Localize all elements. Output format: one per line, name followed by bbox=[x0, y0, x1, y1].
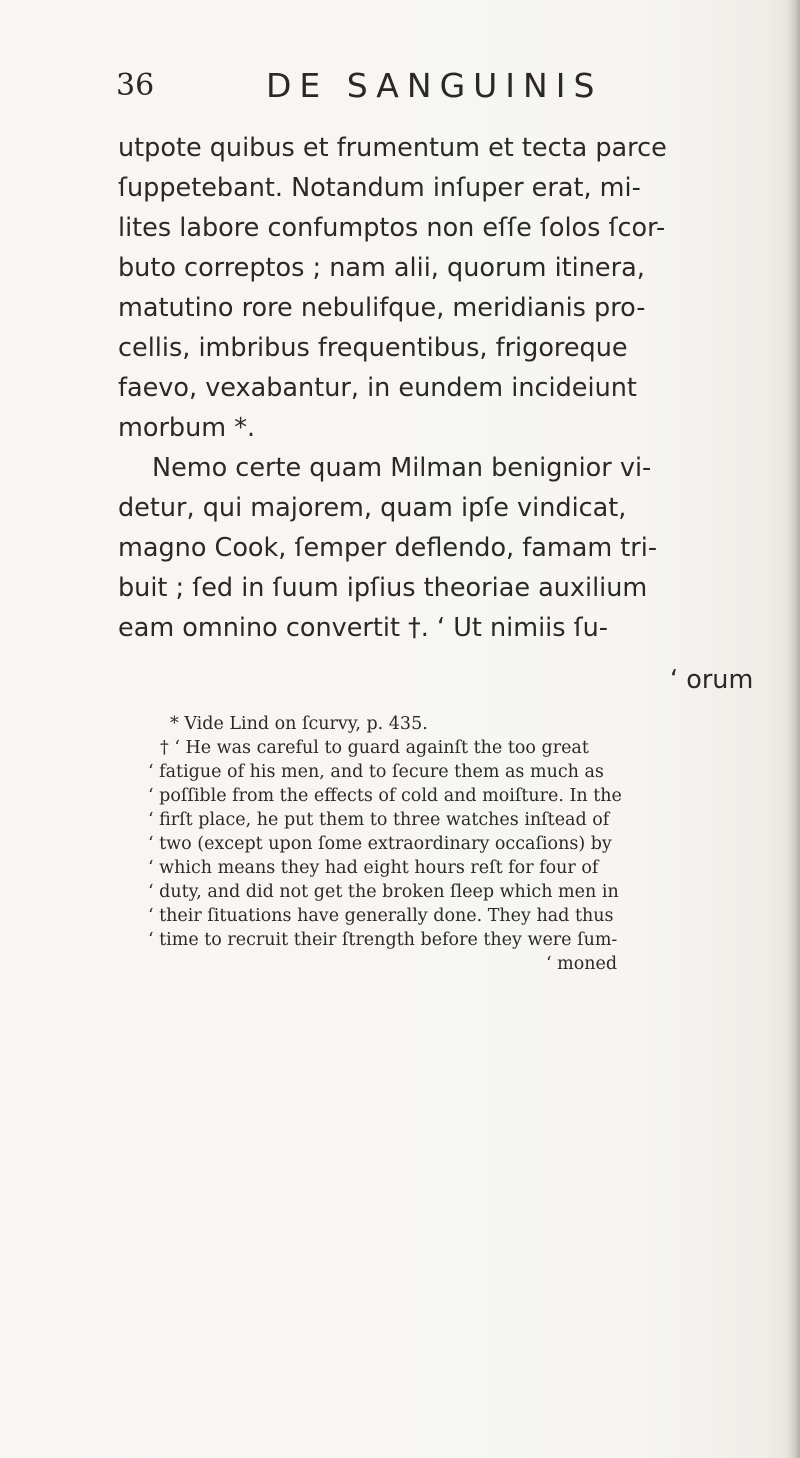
text-line: faevo, vexabantur, in eundem incideiunt bbox=[118, 373, 637, 403]
footnote-line: ‘ firſt place, he put them to three watches inſtead of bbox=[148, 810, 610, 830]
text-line: lites labore confumptos non eſſe ſolos ſcor- bbox=[118, 213, 666, 243]
text-line: morbum *. bbox=[118, 413, 256, 443]
footnote-line: ‘ fatigue of his men, and to ſecure them as much as bbox=[148, 762, 604, 782]
paragraph-start-line: Nemo certe quam Milman benignior vi- bbox=[152, 453, 652, 483]
text-line: cellis, imbribus frequentibus, frigoreque bbox=[118, 333, 628, 363]
text-line: eam omnino convertit †. ‘ Ut nimiis ſu- bbox=[118, 613, 608, 643]
page-number: 36 bbox=[116, 68, 155, 103]
footnote-line: † ‘ He was careful to guard againſt the too great bbox=[160, 738, 589, 758]
text-line: matutino rore nebulifque, meridianis pro- bbox=[118, 293, 646, 323]
text-line: buto correptos ; nam alii, quorum itinera, bbox=[118, 253, 645, 283]
footnote-line: ‘ two (except upon ſome extraordinary occaſions) by bbox=[148, 834, 612, 854]
footnote-line: ‘ time to recruit their ſtrength before they were ſum- bbox=[148, 930, 618, 950]
page-edge-shadow bbox=[786, 0, 800, 1458]
running-head: DE SANGUINIS bbox=[266, 66, 603, 105]
main-text bbox=[118, 128, 752, 648]
footnote-line: * Vide Lind on ſcurvy, p. 435. bbox=[170, 714, 428, 734]
page-header bbox=[116, 66, 706, 114]
footnote-line: ‘ duty, and did not get the broken ſleep which men in bbox=[148, 882, 619, 902]
footnote-line: ‘ poſſible from the effects of cold and moiſture. In the bbox=[148, 786, 622, 806]
text-line: ſuppetebant. Notandum inſuper erat, mi- bbox=[118, 173, 641, 203]
footnote-line: ‘ which means they had eight hours reſt for four of bbox=[148, 858, 599, 878]
text-line: buit ; ſed in ſuum ipſius theoriae auxilium bbox=[118, 573, 648, 603]
footnotes bbox=[148, 712, 768, 976]
text-line: utpote quibus et frumentum et tecta parce bbox=[118, 133, 667, 163]
footnote-line: ‘ their ſituations have generally done. They had thus bbox=[148, 906, 614, 926]
catchword: ‘ orum bbox=[670, 665, 754, 695]
text-line: magno Cook, ſemper deflendo, famam tri- bbox=[118, 533, 658, 563]
footnote-catchword: ‘ moned bbox=[546, 954, 618, 974]
text-line: detur, qui majorem, quam ipſe vindicat, bbox=[118, 493, 627, 523]
